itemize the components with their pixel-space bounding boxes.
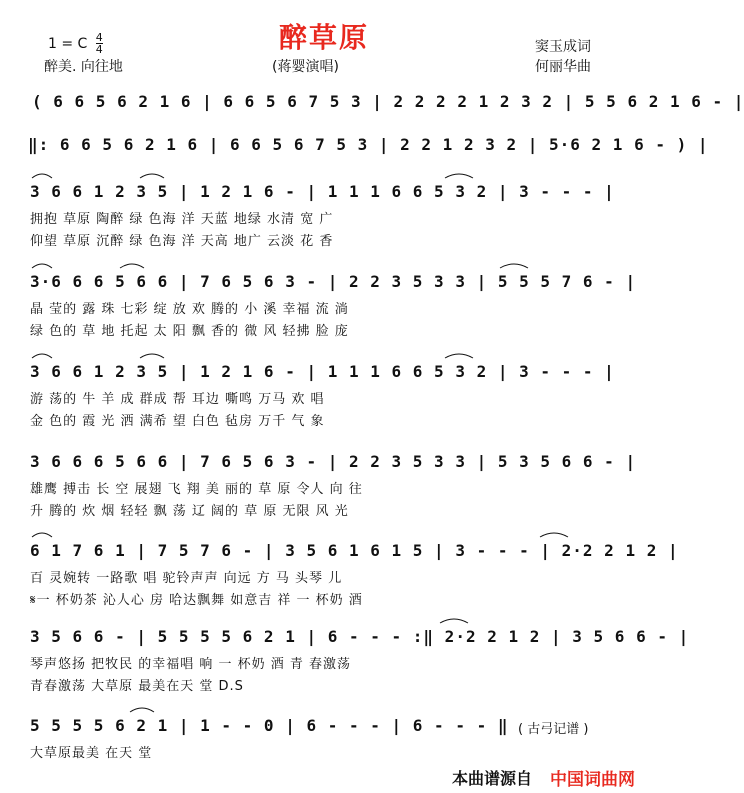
lyrics-row-4-verse-2: 绿 色的 草 地 托起 太 阳 飘 香的 微 风 轻拂 脸 庞 xyxy=(30,324,349,339)
score-row-7: 6 1 7 6 1 | 7 5 7 6 - | 3 5 6 1 6 1 5 | 3 - - - | 2·2 2 1 2 | xyxy=(30,541,679,560)
slur-mark xyxy=(140,354,164,358)
slur-mark xyxy=(120,264,144,268)
slur-mark xyxy=(32,533,52,537)
slur-mark xyxy=(445,354,473,358)
score-row-9: 5 5 5 5 6 2 1 | 1 - - 0 | 6 - - - | 6 - - - ‖ xyxy=(30,716,509,735)
key-label: 1 = C xyxy=(48,35,88,52)
lyrics-row-4-verse-1: 晶 莹的 露 珠 七彩 绽 放 欢 腾的 小 溪 幸福 流 淌 xyxy=(30,302,349,317)
lyrics-row-7-verse-1: 百 灵婉转 一路歌 唱 驼铃声声 向远 方 马 头琴 儿 xyxy=(30,571,343,586)
time-signature-top: 4 xyxy=(95,31,103,44)
score-row-3: 3 6 6 1 2 3 5 | 1 2 1 6 - | 1 1 1 6 6 5 3 2 | 3 - - - | xyxy=(30,182,615,201)
score-row-5: 3 6 6 1 2 3 5 | 1 2 1 6 - | 1 1 1 6 6 5 3 2 | 3 - - - | xyxy=(30,362,615,381)
slur-mark xyxy=(32,174,52,178)
score-row-4: 3·6 6 6 5 6 6 | 7 6 5 6 3 - | 2 2 3 5 3 3 | 5 5 5 7 6 - | xyxy=(30,272,637,291)
slur-mark xyxy=(32,264,52,268)
slur-mark xyxy=(140,174,164,178)
lyrics-row-3-verse-2: 仰望 草原 沉醉 绿 色海 洋 天高 地广 云淡 花 香 xyxy=(30,234,334,249)
transcriber-note: ( 古弓记谱 ) xyxy=(518,722,589,737)
time-signature-bottom: 4 xyxy=(95,43,103,56)
lyricist-credit: 窦玉成词 xyxy=(535,39,591,55)
singer-credit: (蒋婴演唱) xyxy=(272,59,339,75)
score-row-6: 3 6 6 6 5 6 6 | 7 6 5 6 3 - | 2 2 3 5 3 3 | 5 3 5 6 6 - | xyxy=(30,452,637,471)
score-row-8: 3 5 6 6 - | 5 5 5 5 6 2 1 | 6 - - - :‖ 2·2 2 1 2 | 3 5 6 6 - | xyxy=(30,627,690,646)
lyrics-row-3-verse-1: 拥抱 草原 陶醉 绿 色海 洋 天蓝 地绿 水清 宽 广 xyxy=(30,212,334,227)
song-title: 醉草原 xyxy=(278,21,369,54)
lyrics-row-8-verse-2: 青春激荡 大草原 最美在天 堂 D.S xyxy=(30,679,244,694)
source-label: 本曲谱源自 xyxy=(452,769,533,788)
lyrics-row-6-verse-2: 升 腾的 炊 烟 轻轻 飘 荡 辽 阔的 草 原 无限 风 光 xyxy=(30,504,349,519)
slur-mark xyxy=(130,708,154,712)
lyrics-row-5-verse-2: 金 色的 霞 光 洒 满希 望 白色 毡房 万千 气 象 xyxy=(30,414,325,429)
slur-mark xyxy=(440,619,468,623)
slur-mark xyxy=(500,264,528,268)
score-row-2: ‖: 6 6 5 6 2 1 6 | 6 6 5 6 7 5 3 | 2 2 1 2 3 2 | 5·6 2 1 6 - ) | xyxy=(28,135,709,154)
slur-mark xyxy=(540,533,568,537)
composer-credit: 何丽华曲 xyxy=(535,59,591,75)
score-row-1: ( 6 6 5 6 2 1 6 | 6 6 5 6 7 5 3 | 2 2 2 2 1 2 3 2 | 5 5 6 2 1 6 - | xyxy=(32,92,744,111)
lyrics-row-5-verse-1: 游 荡的 牛 羊 成 群成 帮 耳边 嘶鸣 万马 欢 唱 xyxy=(30,392,325,407)
lyrics-row-6-verse-1: 雄鹰 搏击 长 空 展翅 飞 翔 美 丽的 草 原 令人 向 往 xyxy=(30,482,363,497)
source-site-link[interactable]: 中国词曲网 xyxy=(550,770,635,790)
slur-mark xyxy=(32,354,52,358)
slur-mark xyxy=(445,174,473,178)
lyrics-row-8-verse-1: 琴声悠扬 把牧民 的幸福唱 响 一 杯奶 酒 青 春激荡 xyxy=(30,657,352,672)
lyrics-row-7-verse-2: 𝄋一 杯奶茶 沁人心 房 哈达飘舞 如意吉 祥 一 杯奶 酒 xyxy=(30,593,363,608)
lyrics-row-9-verse-1: 大草原最美 在天 堂 xyxy=(30,746,153,761)
style-note: 醉美. 向往地 xyxy=(44,59,123,75)
